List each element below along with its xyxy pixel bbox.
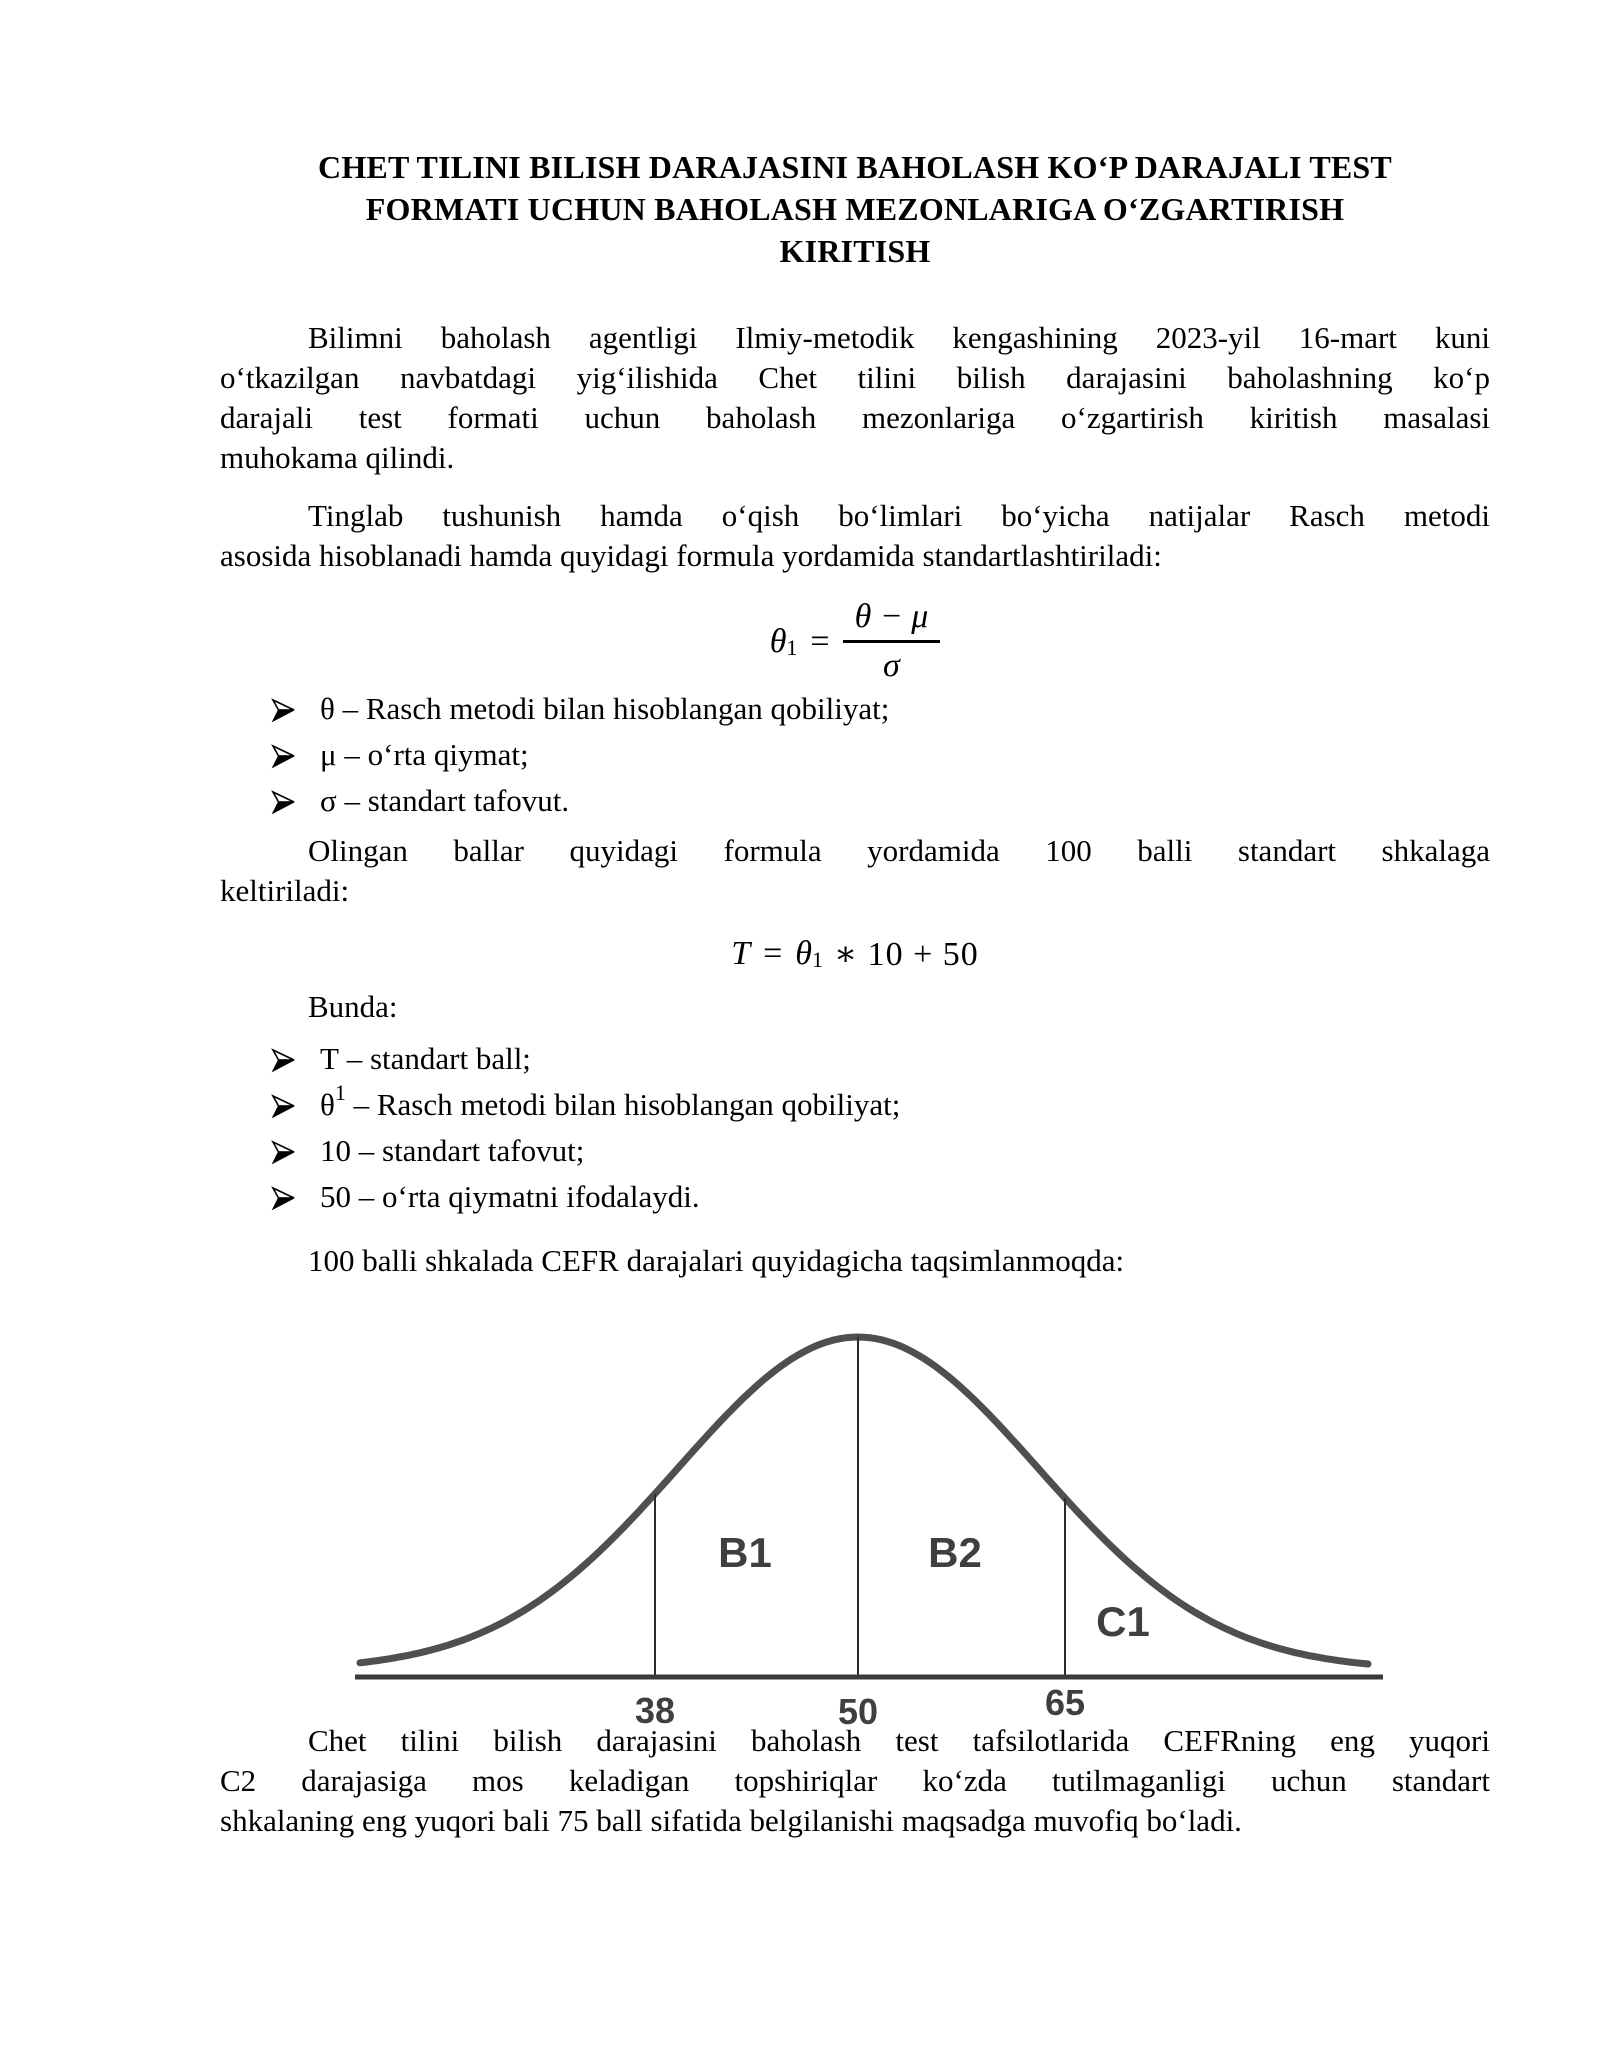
- list-item-text: – standart tafovut.: [336, 783, 570, 818]
- list-item-text: – o‘rta qiymatni ifodalaydi.: [351, 1179, 700, 1214]
- definitions-list-tscore: [220, 1041, 1490, 1225]
- arrowhead-bullet-icon: [270, 1140, 297, 1165]
- paragraph-intro: [220, 318, 1490, 478]
- list-item: [270, 1179, 1490, 1225]
- list-item-symbol: T: [320, 1041, 339, 1076]
- bunda-label: Bunda:: [308, 989, 398, 1024]
- list-item-symbol: μ: [320, 737, 337, 772]
- paragraph-line: Chet tilini bilish darajasini baholash test tafsilotlarida CEFRning eng yuqori: [308, 1723, 1490, 1758]
- document-content: [220, 0, 1490, 1841]
- list-item-text: – Rasch metodi bilan hisoblangan qobiliyat;: [345, 1087, 901, 1122]
- paragraph-100-scale: [220, 831, 1490, 911]
- list-item: [270, 1133, 1490, 1179]
- formula1-fraction: [843, 596, 941, 687]
- arrowhead-bullet-icon: [270, 744, 297, 769]
- paragraph-line: asosida hisoblanadi hamda quyidagi formula yordamida standartlashtiriladi:: [220, 538, 1162, 573]
- list-item-symbol: θ: [320, 1087, 335, 1122]
- paragraph-cefr-distribution: [220, 1241, 1490, 1281]
- formula2-theta: θ: [795, 935, 812, 972]
- paragraph-line: o‘tkazilgan navbatdagi yig‘ilishida Chet tilini bilish darajasini baholashning ko‘p: [220, 360, 1490, 395]
- formula2-equals: =: [763, 935, 783, 972]
- list-item-text: – standart tafovut;: [351, 1133, 585, 1168]
- paragraph-line: keltiriladi:: [220, 873, 350, 908]
- list-item: [270, 783, 1490, 829]
- formula1-equals: =: [810, 622, 830, 660]
- formula2-rest: ∗ 10 + 50: [834, 936, 979, 973]
- region-label-C1: C1: [1096, 1598, 1150, 1645]
- tick-label-50: 50: [837, 1691, 879, 1729]
- arrowhead-bullet-icon: [270, 1186, 297, 1211]
- list-item: θ 1 – Rasch metodi bilan hisoblangan qobiliyat;: [270, 1087, 1490, 1133]
- document-title: [220, 146, 1490, 272]
- bell-curve: [360, 1337, 1368, 1664]
- title-line-3: KIRITISH: [779, 233, 931, 269]
- paragraph-conclusion: [220, 1721, 1490, 1841]
- bell-curve-figure: [355, 1324, 1395, 1729]
- formula1-lhs: θ: [769, 622, 787, 660]
- region-label-B1: B1: [718, 1529, 772, 1576]
- list-item-text: – o‘rta qiymat;: [336, 737, 529, 772]
- arrowhead-bullet-icon: [270, 1048, 297, 1073]
- definitions-list-theta: [220, 691, 1490, 829]
- list-item: [270, 737, 1490, 783]
- formula1-numerator: θ − μ: [854, 598, 929, 635]
- paragraph-line: muhokama qilindi.: [220, 440, 455, 475]
- list-item-symbol: θ: [320, 691, 335, 726]
- paragraph-rasch-method: [220, 496, 1490, 576]
- formula-t-score: T = θ 1 ∗ 10 + 50: [731, 935, 979, 973]
- formula-theta-standardization: θ 1 = $\frac{\theta - \mu}{\sigma}$: [220, 596, 1490, 687]
- list-item-text: – standart ball;: [338, 1041, 531, 1076]
- list-item-symbol: σ: [320, 783, 337, 818]
- paragraph-line: C2 darajasiga mos keladigan topshiriqlar ko‘zda tutilmaganligi uchun standart: [220, 1763, 1490, 1798]
- paragraph-line: Tinglab tushunish hamda o‘qish bo‘limlari bo‘yicha natijalar Rasch metodi: [308, 498, 1490, 533]
- paragraph-line: Bilimni baholash agentligi Ilmiy-metodik kengashining 2023-yil 16-mart kuni: [308, 320, 1490, 355]
- list-item-text: – Rasch metodi bilan hisoblangan qobiliyat;: [334, 691, 890, 726]
- paragraph-line: shkalaning eng yuqori bali 75 ball sifatida belgilanishi maqsadga muvofiq bo‘ladi.: [220, 1803, 1242, 1838]
- title-line-1: CHET TILINI BILISH DARAJASINI BAHOLASH KO‘P DARAJALI TEST: [318, 149, 1392, 185]
- region-label-B2: B2: [928, 1529, 982, 1576]
- arrowhead-bullet-icon: [270, 1094, 297, 1119]
- formula2-lhs: T: [731, 935, 751, 972]
- list-item: [270, 691, 1490, 737]
- arrowhead-bullet-icon: [270, 790, 297, 815]
- paragraph-line: Olingan ballar quyidagi formula yordamida 100 balli standart shkalaga: [308, 833, 1490, 868]
- list-item-symbol: 50: [320, 1179, 351, 1214]
- formula1-denominator: σ: [883, 647, 900, 684]
- tick-label-65: 65: [1044, 1682, 1086, 1723]
- list-item-symbol: 10: [320, 1133, 351, 1168]
- title-line-2: FORMATI UCHUN BAHOLASH MEZONLARIGA O‘ZGARTIRISH: [365, 191, 1345, 227]
- list-item: [270, 1041, 1490, 1087]
- cefr-distribution-text: 100 balli shkalada CEFR darajalari quyidagicha taqsimlanmoqda:: [308, 1243, 1125, 1278]
- arrowhead-bullet-icon: [270, 698, 297, 723]
- paragraph-bunda: [220, 987, 1490, 1027]
- paragraph-line: darajali test formati uchun baholash mezonlariga o‘zgartirish kiritish masalasi: [220, 400, 1490, 435]
- normal-distribution-diagram: [355, 1324, 1395, 1729]
- tick-label-38: 38: [634, 1690, 676, 1729]
